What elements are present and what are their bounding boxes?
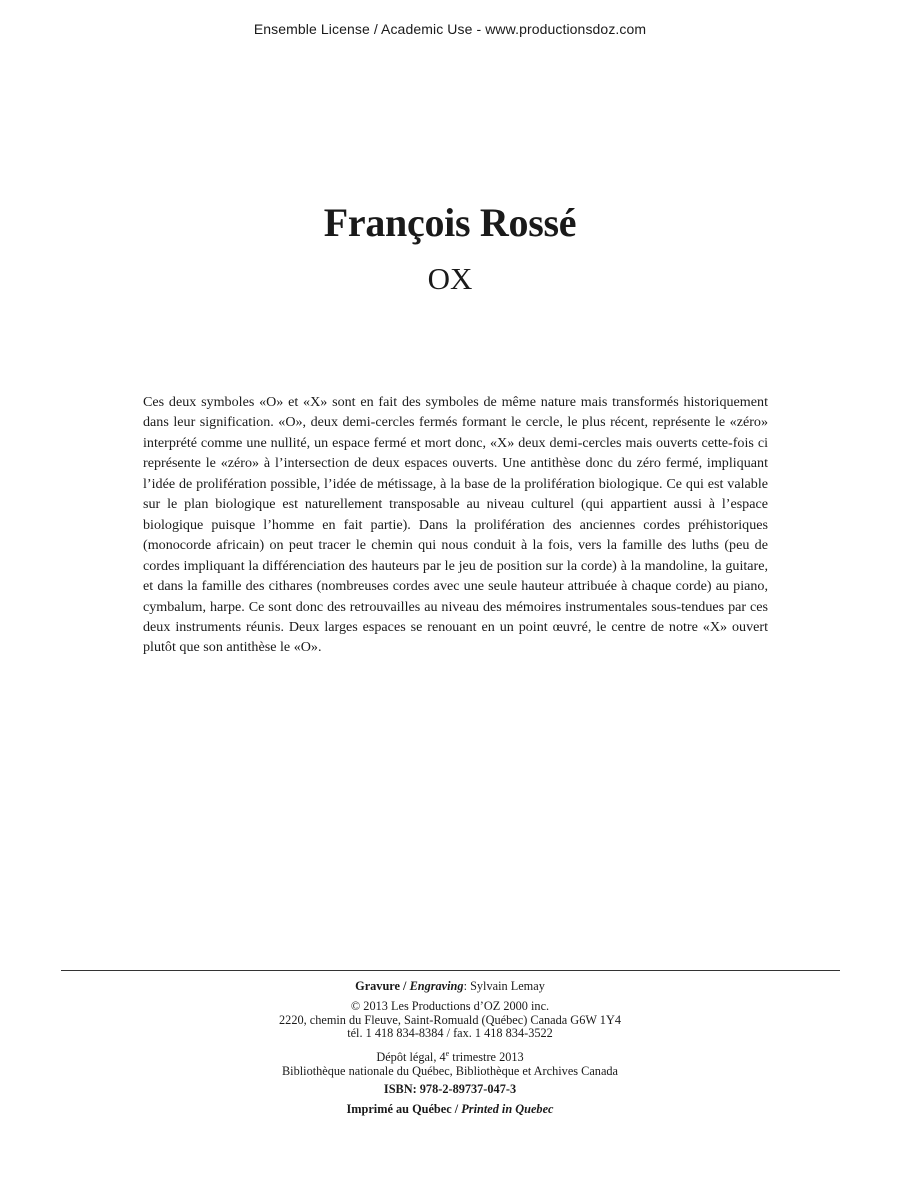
footer-divider (61, 970, 840, 971)
composer-name: François Rossé (323, 200, 577, 245)
legal-deposit-superscript: e (445, 1049, 450, 1059)
legal-deposit-prefix: Dépôt légal, 4 (376, 1050, 446, 1065)
libraries-line: Bibliothèque nationale du Québec, Bibliothèque et Archives Canada (281, 1064, 619, 1079)
publisher-address: 2220, chemin du Fleuve, Saint-Romuald (Québec) Canada G6W 1Y4 (279, 1012, 621, 1027)
engraving-credit (0, 980, 900, 994)
printed-in (0, 1103, 900, 1117)
work-title: OX (427, 261, 473, 296)
legal-deposit-suffix: trimestre 2013 (449, 1050, 524, 1065)
legal-deposit (0, 1047, 900, 1065)
copyright-line: © 2013 Les Productions d’OZ 2000 inc. (350, 998, 550, 1013)
engraving-colon: : (463, 979, 471, 993)
license-header: Ensemble License / Academic Use - www.productionsdoz.com (253, 21, 647, 37)
engraving-separator: / (399, 979, 410, 993)
colophon (0, 980, 900, 1116)
printed-en: Printed in Quebec (461, 1101, 554, 1116)
engraving-label-en: Engraving (409, 979, 464, 993)
publisher-phone: tél. 1 418 834-8384 / fax. 1 418 834-3522 (347, 1026, 553, 1041)
printed-separator: / (451, 1101, 462, 1116)
program-note: Ces deux symboles «O» et «X» sont en fait des symboles de même nature mais transformés historiquement dans leur signification. «O», deux demi-cercles fermés formant le cercle, le plus récent, représente le «zéro» interprété comme une nullité, un espace fermé et mort donc, «X» deux demi-cercles mais ouverts cette-fois ci représente le «zéro» à l’intersection de deux espaces ouverts. Une antithèse donc du zéro fermé, impliquant l’idée de prolifération possible, l’idée de métissage, à la base de la prolifération biologique. Ce qui est valable sur le plan biologique est naturellement transposable au niveau culturel (qui appartient aussi à l’espace biologique puisque l’homme en fait partie). Dans la prolifération des anciennes cordes préhistoriques (monocorde africain) on peut tracer le chemin qui nous conduit à la fois, vers la famille des luths (peu de cordes impliquant la différenciation des hauteurs par le jeu de position sur la corde) à la mandoline, la guitare, et dans la famille des cithares (nombreuses cordes avec une seule hauteur attribuée à chaque corde) au piano, cymbalum, harpe. Ce sont donc des retrouvailles au niveau des mémoires instrumentales sous-tendues par ces deux instruments réunis. Deux larges espaces se renouant en un point œuvré, le centre de notre «X» ouvert plutôt que son antithèse le «O». (143, 394, 768, 656)
engraver-name: Sylvain Lemay (470, 979, 545, 993)
printed-fr: Imprimé au Québec (346, 1101, 452, 1116)
engraving-label-fr: Gravure (355, 979, 400, 993)
isbn: ISBN: 978-2-89737-047-3 (383, 1081, 517, 1096)
